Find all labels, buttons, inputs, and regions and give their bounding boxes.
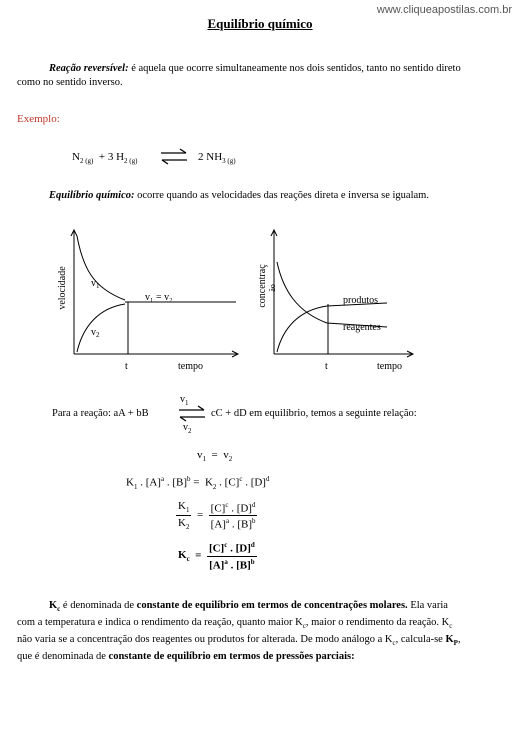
- reversible-term: Reação reversível:: [49, 63, 129, 74]
- velocity-axis-label: velocidade: [57, 266, 68, 310]
- reversible-text: é aquela que ocorre simultaneamente nos dois sentidos, tanto no sentido direto como no sentido inverso.: [17, 63, 461, 88]
- t-label-1: t: [125, 361, 128, 372]
- v2-curve: [77, 304, 125, 352]
- v2-label: $v_2$: [91, 327, 100, 339]
- n2-state: 2 (g): [79, 157, 94, 166]
- page-title: Equilíbrio químico: [207, 16, 313, 31]
- constant-ratio-equation: $\frac{K_1}{K_2}$ = $\frac{[C]^c . [D]^d}{[A]^a . [B]^b}$: [178, 500, 256, 532]
- equilibrium-term: Equilíbrio químico:: [49, 190, 135, 201]
- velocity-graph: [55, 228, 255, 378]
- time-axis-label-1: tempo: [178, 361, 203, 372]
- example-reaction: [72, 151, 137, 165]
- h2-state: 2 (g): [124, 157, 138, 166]
- concentration-axis-label-end: ão: [268, 284, 277, 292]
- kc-equation: $K_c$ = $\frac{[C]^c . [D]^d}{[A]^a . [B]^b}$: [178, 541, 255, 572]
- v-equal-label: v₁ = v₂: [145, 292, 173, 303]
- time-axis-label-2: tempo: [377, 361, 402, 372]
- v2-arrow-label: $v_2$: [183, 422, 192, 435]
- watermark: www.cliqueapostilas.com.br: [376, 4, 512, 16]
- v1-label: $v_1$: [91, 278, 100, 290]
- v1-arrow-label: $v_1$: [180, 394, 189, 407]
- general-reaction-suffix: cC + dD em equilíbrio, temos a seguinte relação:: [211, 408, 417, 419]
- reagents-label: reagentes: [343, 322, 381, 333]
- h2-formula: + 3 H: [98, 151, 125, 163]
- equilibrium-arrows-icon: [160, 148, 188, 166]
- rate-law-equality: $K_1$ . $[A]^a$ . $[B]^b = K_2$ . $[C]^c$ . $[D]^d$: [126, 475, 270, 491]
- kc-definition-paragraph: $K_c$ é denominada de constante de equilíbrio em termos de concentrações molares. Ela varia com a temperatura e indica o rendimento da reação, quanto maior $K_c$, maior o rendimento da reação. $K_c$ não varia se a concentração dos reagentes ou produtos for alterada. De modo análogo a $K_c$, calcula-se $K_P$, que é denominada de constante de equilíbrio em termos de pressões parciais:: [17, 600, 461, 663]
- v1-curve: [77, 236, 125, 300]
- nh3-product: [198, 151, 236, 165]
- reversible-paragraph: [17, 62, 462, 90]
- concentration-graph: [255, 228, 425, 378]
- t-label-2: t: [325, 361, 328, 372]
- products-label: produtos: [343, 295, 378, 306]
- general-reaction-prefix: Para a reação: aA + bB: [52, 408, 149, 419]
- equilibrium-text: ocorre quando as velocidades das reações direta e inversa se igualam.: [134, 190, 429, 201]
- example-label: Exemplo:: [17, 113, 60, 125]
- equilibrium-paragraph: [17, 189, 462, 203]
- n2-formula: N: [72, 151, 80, 163]
- nh3-formula: 2 NH: [198, 151, 223, 163]
- velocity-equality: $v_1 = v_2$: [197, 449, 233, 464]
- concentration-axis-label: concentraç: [257, 264, 268, 308]
- general-equilibrium-arrows-icon: [178, 405, 206, 423]
- nh3-state: 3 (g): [222, 157, 236, 166]
